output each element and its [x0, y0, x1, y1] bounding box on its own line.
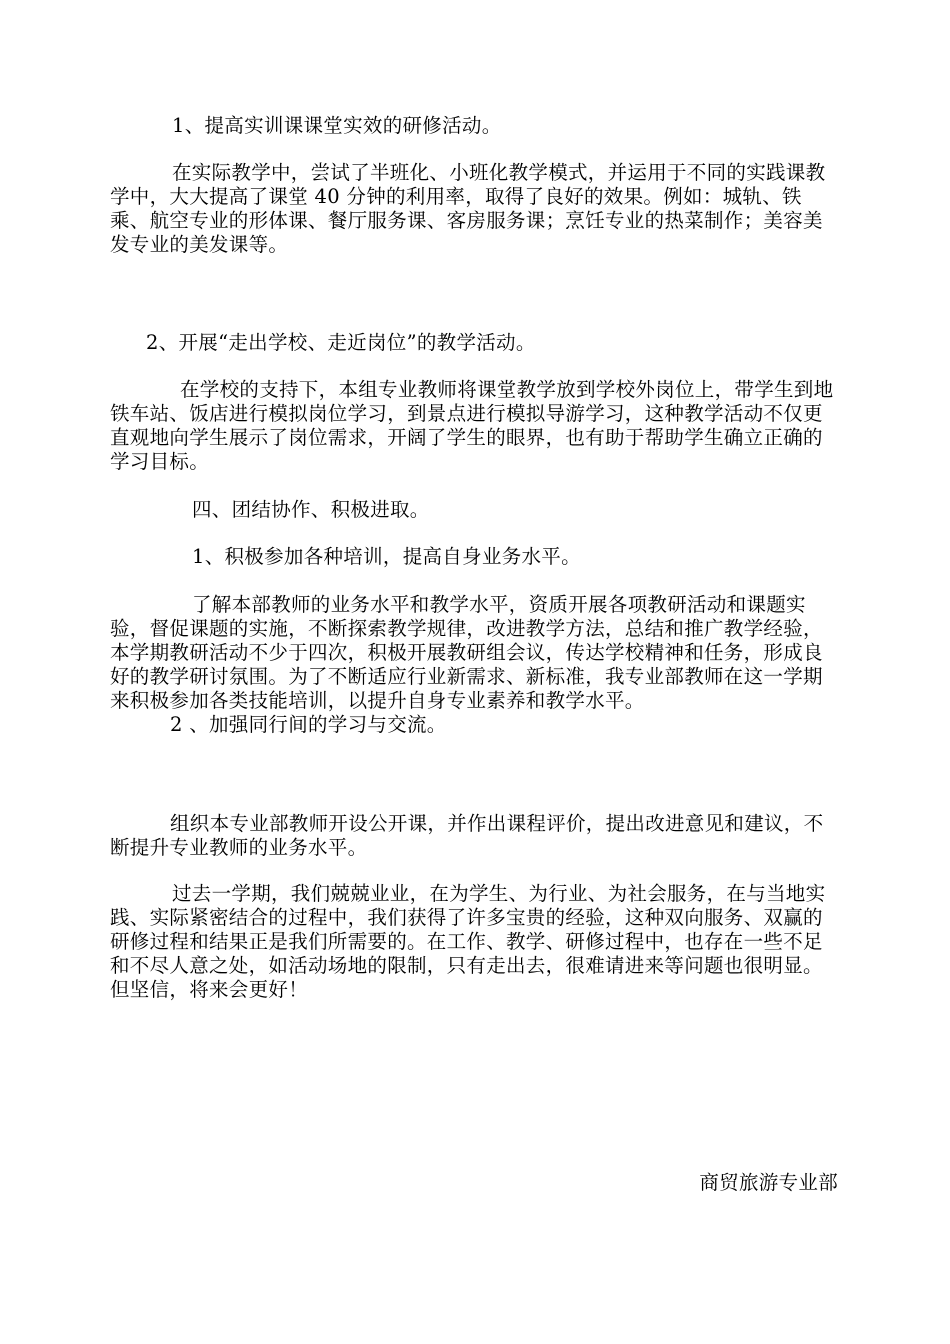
section1-paragraph: 在实际教学中，尝试了半班化、小班化教学模式，并运用于不同的实践课教学中，大大提高了课堂 40 分钟的利用率，取得了良好的效果。例如：城轨、铁乘、航空专业的形体课、餐厅服务课、客房服务课；烹饪专业的热菜制作；美容美发专业的美发课等。 [110, 161, 826, 256]
section4-heading: 2 、加强同行间的学习与交流。 [170, 713, 447, 736]
section4-paragraph: 组织本专业部教师开设公开课，并作出课程评价，提出改进意见和建议，不断提升专业教师的业务水平。 [110, 812, 824, 859]
section3-heading: 四、团结协作、积极进取。 [192, 498, 430, 521]
section3-subheading: 1、积极参加各种培训，提高自身业务水平。 [192, 545, 581, 568]
section2-heading: 2、开展“走出学校、走近岗位”的教学活动。 [146, 331, 536, 354]
signature: 商贸旅游专业部 [699, 1171, 838, 1194]
section2-paragraph: 在学校的支持下，本组专业教师将课堂教学放到学校外岗位上，带学生到地铁车站、饭店进行模拟岗位学习，到景点进行模拟导游学习，这种教学活动不仅更直观地向学生展示了岗位需求，开阔了学生的眼界，也有助于帮助学生确立正确的学习目标。 [110, 378, 834, 473]
summary-paragraph: 过去一学期，我们兢兢业业，在为学生、为行业、为社会服务，在与当地实践、实际紧密结合的过程中，我们获得了许多宝贵的经验，这种双向服务、双赢的研修过程和结果正是我们所需要的。在工作、教学、研修过程中，也存在一些不足和不尽人意之处，如活动场地的限制，只有走出去，很难请进来等问题也很明显。但坚信，将来会更好！ [110, 882, 826, 1001]
section3-paragraph: 了解本部教师的业务水平和教学水平，资质开展各项教研活动和课题实验，督促课题的实施，不断探索教学规律，改进教学方法，总结和推广教学经验，本学期教研活动不少于四次，积极开展教研组会议，传达学校精神和任务，形成良好的教学研讨氛围。为了不断适应行业新需求、新标准，我专业部教师在这一学期来积极参加各类技能培训，以提升自身专业素养和教学水平。 [110, 593, 823, 712]
section1-heading: 1、提高实训课课堂实效的研修活动。 [172, 114, 502, 137]
